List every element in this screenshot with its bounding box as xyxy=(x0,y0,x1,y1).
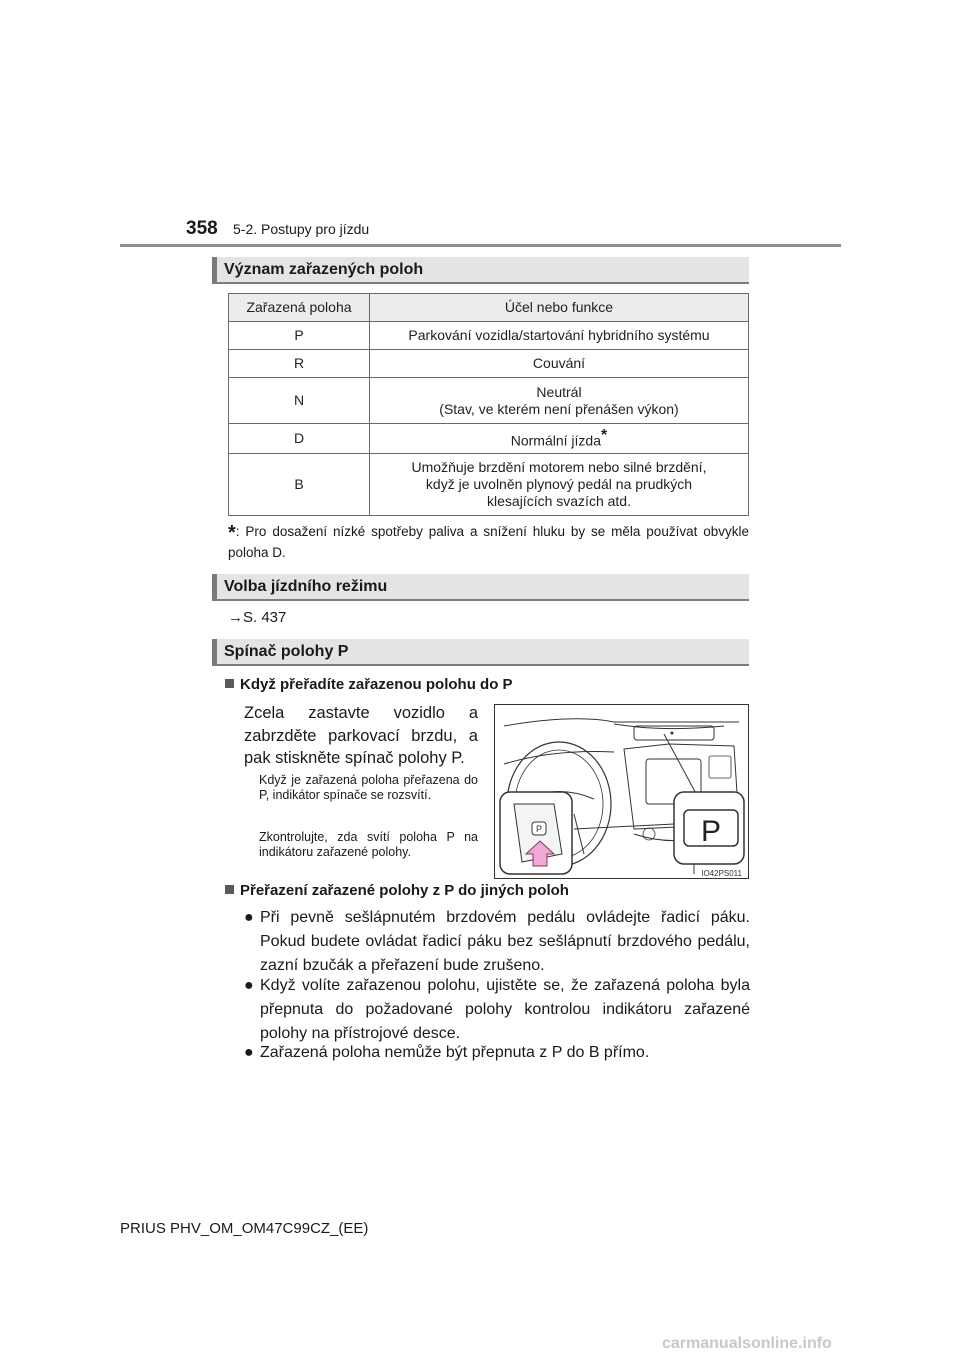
cell-function-line: Umožňuje brzdění motorem nebo silné brzdění, xyxy=(411,458,707,475)
bullet-dot-icon: ● xyxy=(244,1044,254,1061)
dashboard-drawing xyxy=(494,704,749,879)
table-row xyxy=(229,424,749,454)
p-switch-illustration xyxy=(494,704,749,879)
document-code: PRIUS PHV_OM_OM47C99CZ_(EE) xyxy=(120,1220,369,1237)
list-item-text: Při pevně sešlápnutém brzdovém pedálu ovládejte řadicí páku. Pokud budete ovládat řadicí páku bez sešlápnutí brzdového pedálu, zazní bzučák a přeřazení bude zrušeno. xyxy=(260,909,750,974)
list-item-text: Zařazená poloha nemůže být přepnuta z P do B přímo. xyxy=(260,1044,650,1061)
cell-function xyxy=(370,350,749,378)
heading-p-switch-text: Spínač polohy P xyxy=(224,643,349,660)
table-row xyxy=(229,350,749,378)
page-number: 358 xyxy=(186,218,218,239)
cell-position: B xyxy=(229,453,370,515)
bullet-dot-icon: ● xyxy=(244,909,254,926)
cell-function-line: (Stav, ve kterém není přenášen výkon) xyxy=(439,400,679,417)
list-item-text: Když volíte zařazenou polohu, ujistěte se, že zařazená poloha byla přepnuta do požadované polohy kontrolou indikátoru zařazené polohy na přístrojové desce. xyxy=(260,977,750,1042)
list-item xyxy=(244,906,750,978)
header-divider xyxy=(120,244,841,247)
heading-drive-mode xyxy=(212,574,749,601)
bullet-dot-icon: ● xyxy=(244,977,254,994)
table-row xyxy=(229,322,749,350)
table-header-function: Účel nebo funkce xyxy=(370,294,749,322)
heading-gear-positions xyxy=(212,257,749,284)
cell-function xyxy=(370,378,749,424)
subheading-shift-to-p xyxy=(225,676,513,693)
cell-function-line: Parkování vozidla/startování hybridního systému xyxy=(408,327,710,343)
square-bullet-icon xyxy=(225,679,234,688)
heading-p-switch xyxy=(212,639,749,666)
cell-function xyxy=(370,322,749,350)
section-title: 5-2. Postupy pro jízdu xyxy=(233,221,370,237)
gear-position-table xyxy=(228,293,749,516)
figure-code: IO42PS011 xyxy=(701,869,742,878)
cell-position: N xyxy=(229,378,370,424)
cell-function-line: když je uvolněn plynový pedál na prudkých xyxy=(425,475,693,492)
cell-position: D xyxy=(229,424,370,454)
cell-function-line: klesajících svazích atd. xyxy=(487,492,631,509)
cell-function-line: Couvání xyxy=(532,355,586,371)
cell-function xyxy=(370,424,749,454)
table-row xyxy=(229,453,749,515)
footnote-text: : Pro dosažení nízké spotřeby paliva a snížení hluku by se měla používat obvykle poloha D. xyxy=(228,524,749,560)
watermark: carmanualsonline.info xyxy=(662,1335,832,1352)
subheading-shift-from-p-text: Přeřazení zařazené polohy z P do jiných poloh xyxy=(240,882,569,899)
heading-drive-mode-text: Volba jízdního režimu xyxy=(224,578,388,595)
p-indicator-callout-letter: P xyxy=(700,815,722,848)
cell-position: P xyxy=(229,322,370,350)
table-header-position: Zařazená poloha xyxy=(229,294,370,322)
table-header-row xyxy=(229,294,749,322)
cell-function-line: Neutrál xyxy=(536,383,582,400)
subheading-shift-to-p-text: Když přeřadíte zařazenou polohu do P xyxy=(240,676,513,693)
page-reference-link[interactable]: →S. 437 xyxy=(228,609,287,626)
footnote-mark: * xyxy=(228,522,236,544)
note-indicator-lights: Když je zařazená poloha přeřazena do P, indikátor spínače se rozsvítí. xyxy=(259,773,478,802)
subheading-shift-from-p xyxy=(225,882,569,899)
instruction-text: Zcela zastavte vozidlo a zabrzděte parkovací brzdu, a pak stiskněte spínač polohy P. xyxy=(244,704,478,767)
p-button-letter: P xyxy=(535,824,543,834)
note-check-indicator: Zkontrolujte, zda svítí poloha P na indikátoru zařazené polohy. xyxy=(259,830,478,859)
list-item xyxy=(244,974,750,1046)
table-footnote xyxy=(228,522,749,563)
footnote-reference-mark: * xyxy=(601,427,608,444)
cell-function-line: Normální jízda xyxy=(510,432,602,449)
square-bullet-icon xyxy=(225,885,234,894)
heading-gear-positions-text: Význam zařazených poloh xyxy=(224,261,424,278)
table-row xyxy=(229,378,749,424)
cell-function xyxy=(370,453,749,515)
list-item xyxy=(244,1041,750,1065)
cell-position: R xyxy=(229,350,370,378)
